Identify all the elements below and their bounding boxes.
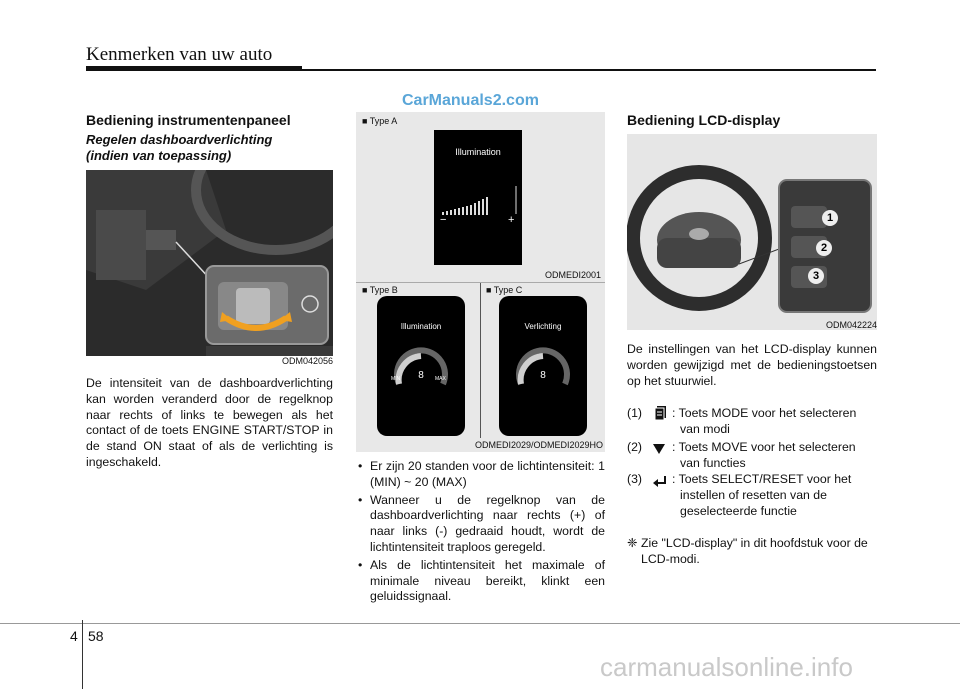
callout-2: 2 [816, 240, 832, 256]
type-bc-caption: ODMEDI2029/ODMEDI2029HO [474, 440, 603, 450]
page-number: 58 [88, 628, 104, 644]
type-a-plus-symbol: + [508, 214, 515, 226]
bullet-item: • Er zijn 20 standen voor de lichtintensiteit: 1 (MIN) ~ 20 (MAX) [356, 459, 605, 491]
type-c-display [499, 296, 587, 436]
dashboard-dimmer-illustration [86, 170, 333, 366]
button-row-number: (1) [627, 406, 643, 420]
type-b-screen-title: Illumination [400, 322, 442, 331]
chapter-number: 4 [70, 628, 78, 644]
type-b-max: MAX [435, 376, 446, 382]
header-rule-thick [86, 66, 302, 71]
type-c-gauge [513, 340, 573, 390]
enter-icon-graphic [652, 475, 668, 489]
section-heading-lcd: Bediening LCD-display [627, 112, 781, 128]
button-desc-line-3: geselecteerde functie [680, 504, 797, 518]
dashboard-dimmer-photo [86, 170, 333, 366]
image-caption-right: ODM042224 [825, 320, 877, 330]
callout-1: 1 [822, 210, 838, 226]
left-paragraph: De intensiteit van de dashboardverlichting kan worden veranderd door de regelknop naar rechts of links te bewegen als het contact of de toets ENGINE START/STOP in de stand ON staat of als de verlichting is ingeschakeld. [86, 376, 333, 469]
type-a-minus-symbol: − [440, 214, 447, 226]
subheading-dashboard-lighting [86, 132, 272, 164]
type-a-caption: ODMEDI2001 [544, 270, 601, 280]
bullet-item: • Als de lichtintensiteit het maximale of minimale niveau bereikt, klinkt een geluidssignaal. [356, 558, 605, 605]
type-b-min: MIN [391, 376, 401, 382]
type-b-display [377, 296, 465, 436]
button-desc-line-1: : Toets MOVE voor het selecteren [672, 440, 856, 454]
type-b-label: ■ Type B [362, 285, 398, 295]
steering-wheel-photo [627, 134, 877, 330]
steering-wheel-illustration [627, 134, 877, 330]
type-c-label: ■ Type C [486, 285, 523, 295]
subheading-line-2: (indien van toepassing) [86, 148, 232, 163]
type-b-value: 8 [418, 370, 424, 381]
illumination-bullet-list [356, 459, 605, 607]
watermark-top: CarManuals2.com [402, 92, 539, 109]
mode-icon [653, 405, 669, 428]
type-a-display [434, 130, 522, 265]
button-row-number: (2) [627, 440, 643, 454]
footer-rule [0, 623, 960, 624]
type-a-screen-title: Illumination [455, 147, 501, 157]
image-caption-left: ODM042056 [86, 356, 333, 368]
lcd-intro-paragraph: De instellingen van het LCD-display kunnen worden gewijzigd met de bedieningstoetsen op het stuurwiel. [627, 342, 877, 388]
move-icon-graphic [652, 442, 666, 456]
bullet-item: • Wanneer u de regelknop van de dashboardverlichting naar rechts (+) of naar links (-) gedraaid houdt, wordt de lichtintensiteit traploos geregeld. [356, 493, 605, 556]
enter-icon [652, 475, 668, 494]
button-desc-line-2: instellen of resetten van de [680, 488, 827, 502]
type-a-label: ■ Type A [362, 116, 398, 126]
watermark-bottom: carmanualsonline.info [600, 652, 853, 682]
note-mark: ❈ [627, 536, 638, 550]
note-text: Zie "LCD-display" in dit hoofdstuk voor de LCD-modi. [641, 536, 868, 566]
mode-icon-graphic [653, 405, 669, 423]
figure-divider-vertical [480, 283, 481, 438]
button-desc-line-1: : Toets MODE voor het selecteren [672, 406, 857, 420]
footer-divider [82, 620, 83, 689]
callout-3: 3 [808, 268, 824, 284]
type-c-value: 8 [540, 370, 546, 381]
page-header-title: Kenmerken van uw auto [86, 44, 273, 65]
type-b-gauge [391, 340, 451, 390]
subheading-line-1: Regelen dashboardverlichting [86, 132, 273, 147]
move-icon [652, 442, 666, 461]
header-rule-thin [302, 69, 876, 71]
button-row-number: (3) [627, 472, 643, 486]
button-desc-line-1: : Toets SELECT/RESET voor het [672, 472, 852, 486]
section-heading-instrument-panel: Bediening instrumentenpaneel [86, 112, 291, 128]
type-c-screen-title: Verlichting [524, 322, 562, 331]
button-desc-line-2: van modi [680, 422, 730, 436]
button-desc-line-2: van functies [680, 456, 746, 470]
